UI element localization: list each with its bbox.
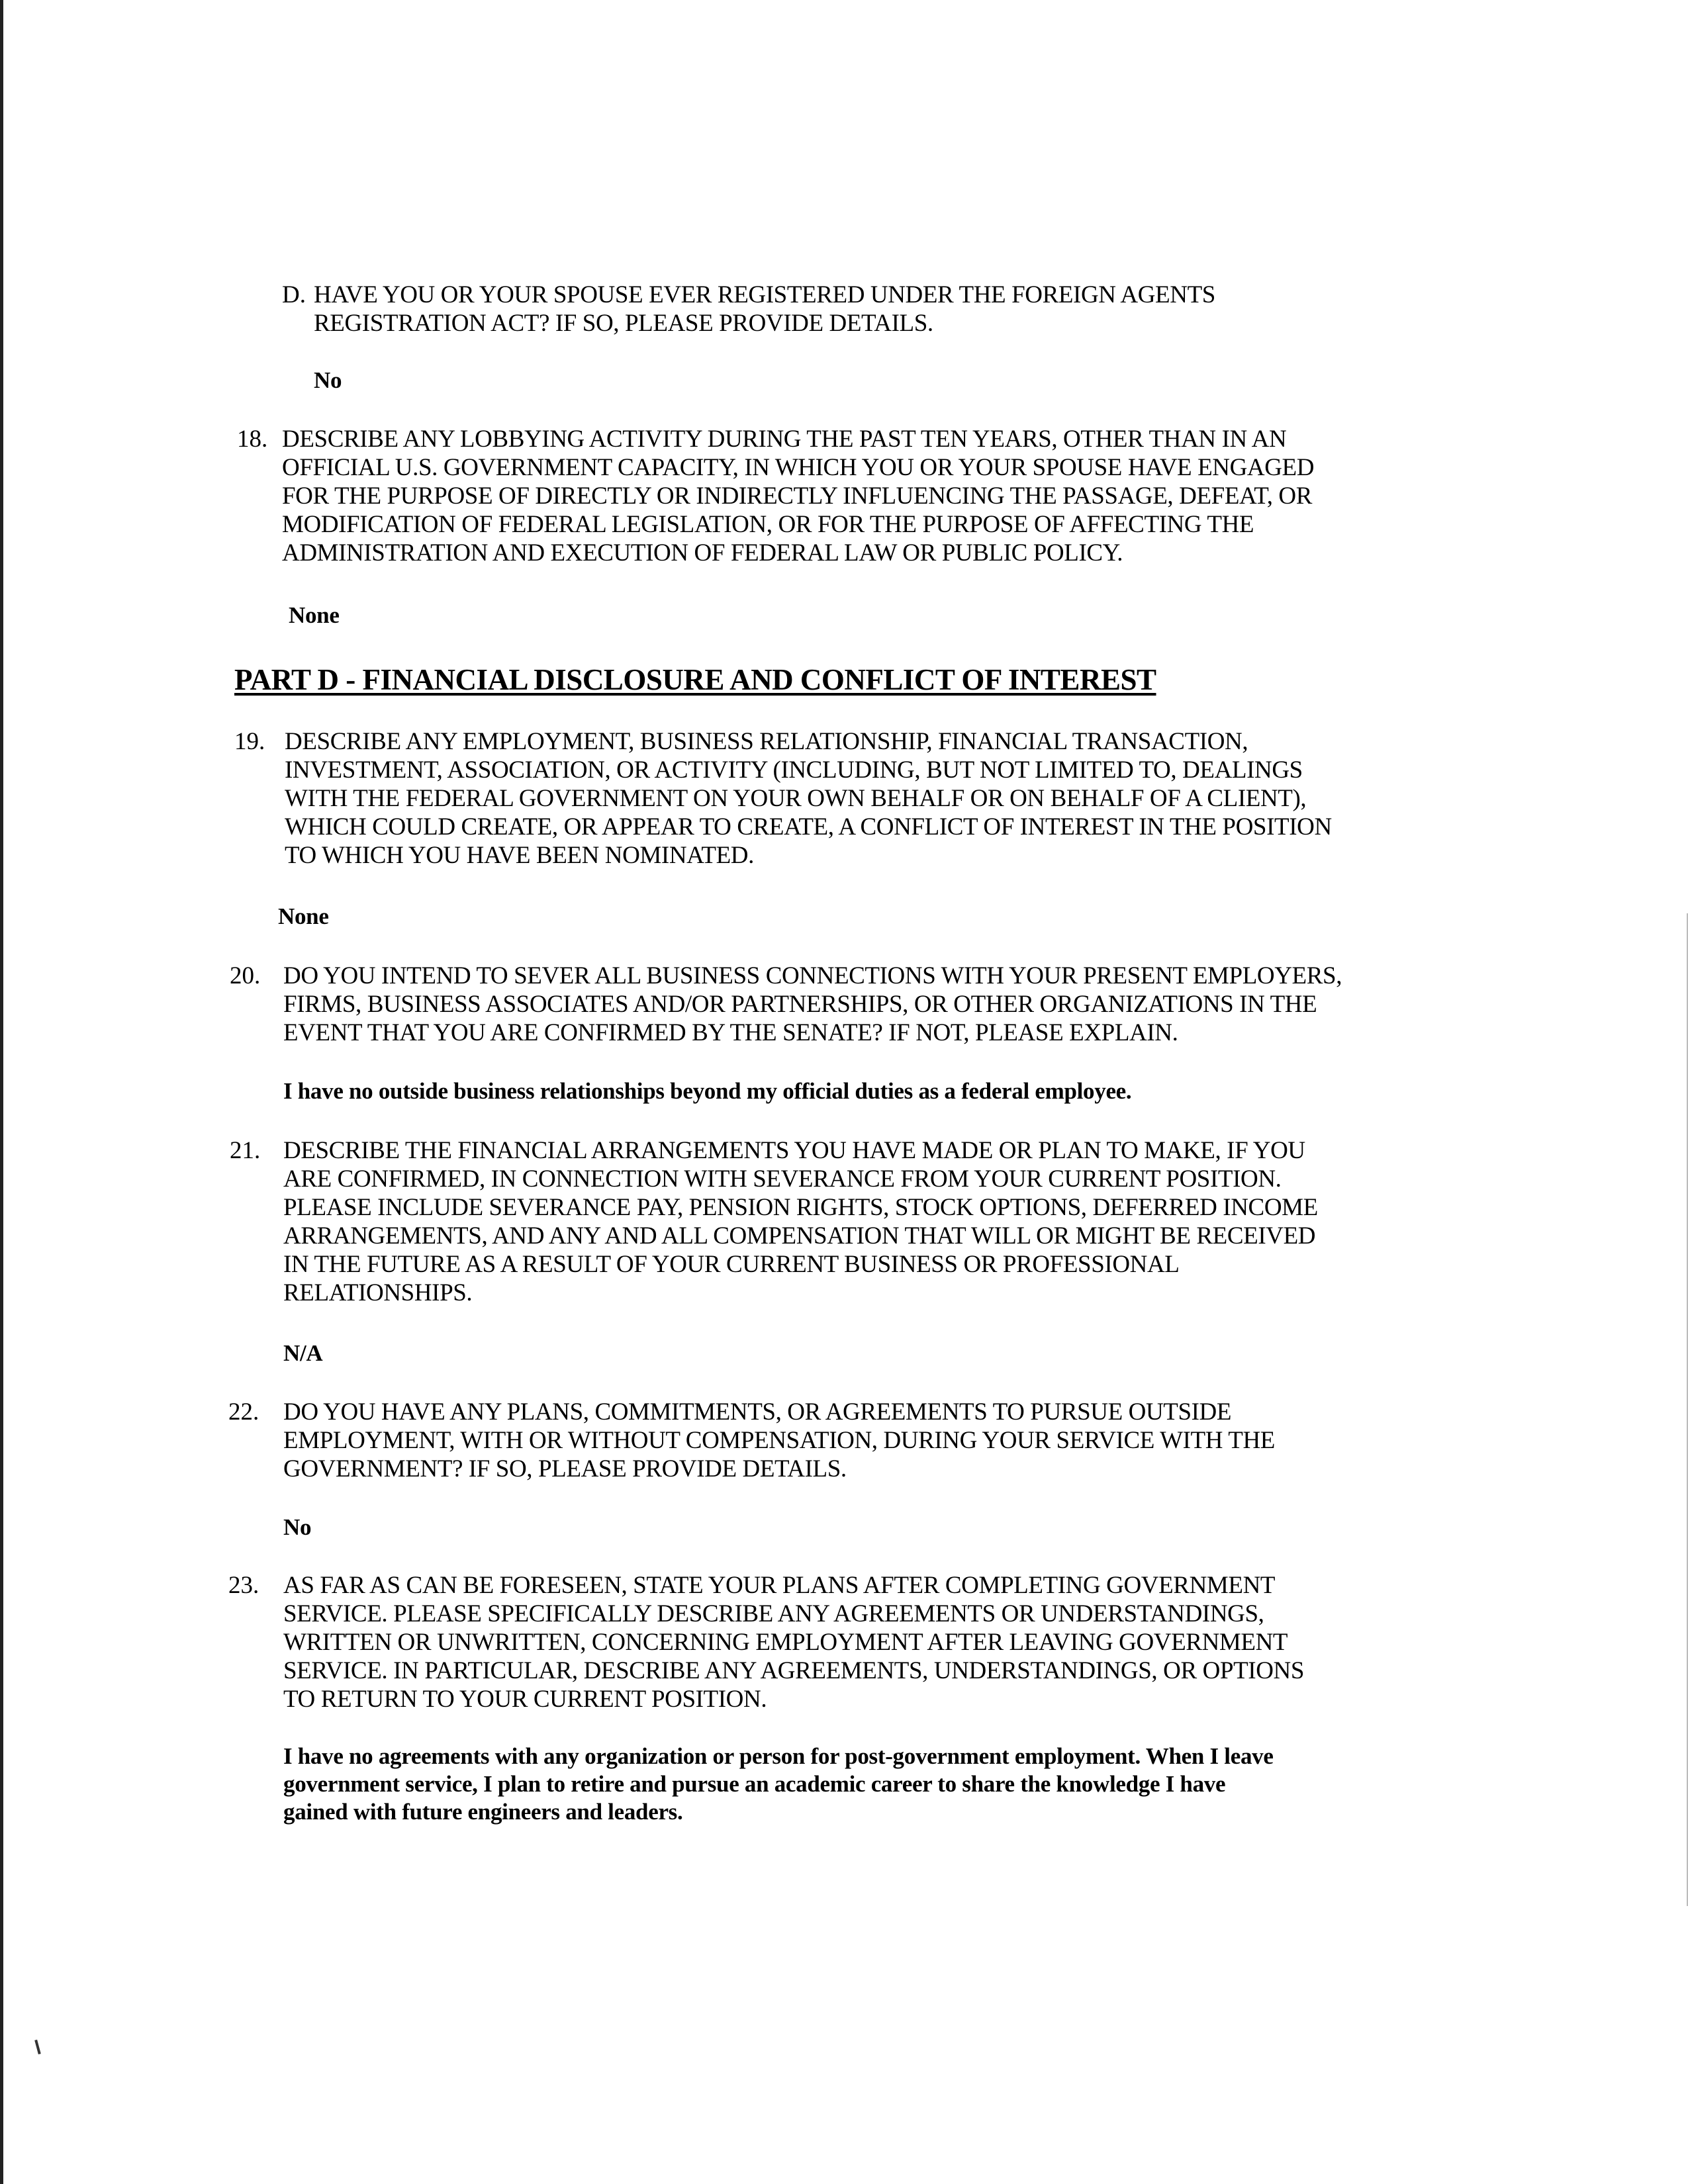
question-line: DESCRIBE ANY LOBBYING ACTIVITY DURING THE PAST TEN YEARS, OTHER THAN IN AN <box>282 426 1287 453</box>
question-line: ARRANGEMENTS, AND ANY AND ALL COMPENSATION THAT WILL OR MIGHT BE RECEIVED <box>283 1222 1316 1250</box>
answer-line: I have no outside business relationships beyond my official duties as a federal employee. <box>283 1078 1132 1104</box>
page-scan-edge <box>0 0 3 2184</box>
question-line: DO YOU HAVE ANY PLANS, COMMITMENTS, OR AGREEMENTS TO PURSUE OUTSIDE <box>283 1398 1232 1426</box>
question-19-text <box>285 727 1332 870</box>
answer-line: government service, I plan to retire and pursue an academic career to share the knowledge I have <box>283 1771 1226 1797</box>
question-21-text <box>283 1136 1318 1307</box>
question-line: EMPLOYMENT, WITH OR WITHOUT COMPENSATION, DURING YOUR SERVICE WITH THE <box>283 1427 1275 1454</box>
answer-line: N/A <box>283 1340 323 1366</box>
question-number: 20. <box>230 962 261 989</box>
question-line: DESCRIBE THE FINANCIAL ARRANGEMENTS YOU HAVE MADE OR PLAN TO MAKE, IF YOU <box>283 1137 1305 1164</box>
answer-18 <box>289 602 340 629</box>
answer-22 <box>283 1514 311 1541</box>
question-line: EVENT THAT YOU ARE CONFIRMED BY THE SENATE? IF NOT, PLEASE EXPLAIN. <box>283 1019 1178 1046</box>
question-line: MODIFICATION OF FEDERAL LEGISLATION, OR FOR THE PURPOSE OF AFFECTING THE <box>282 511 1254 538</box>
stray-scan-mark <box>34 2040 41 2054</box>
question-number: 18. <box>237 426 268 453</box>
section-heading: PART D - FINANCIAL DISCLOSURE AND CONFLICT OF INTEREST <box>234 663 1156 696</box>
question-22-text <box>283 1398 1275 1483</box>
question-d-text <box>314 281 1215 338</box>
question-line: GOVERNMENT? IF SO, PLEASE PROVIDE DETAILS. <box>283 1455 847 1482</box>
answer-20 <box>283 1077 1131 1105</box>
question-18-text <box>282 425 1314 567</box>
question-line: DESCRIBE ANY EMPLOYMENT, BUSINESS RELATIONSHIP, FINANCIAL TRANSACTION, <box>285 728 1248 755</box>
answer-19 <box>278 903 329 931</box>
question-number: 19. <box>234 728 265 755</box>
question-line: TO RETURN TO YOUR CURRENT POSITION. <box>283 1686 767 1713</box>
question-line: FOR THE PURPOSE OF DIRECTLY OR INDIRECTLY INFLUENCING THE PASSAGE, DEFEAT, OR <box>282 482 1312 510</box>
answer-d <box>314 367 342 394</box>
question-line: WHICH COULD CREATE, OR APPEAR TO CREATE, A CONFLICT OF INTEREST IN THE POSITION <box>285 813 1332 841</box>
answer-line: None <box>289 602 340 628</box>
question-line: REGISTRATION ACT? IF SO, PLEASE PROVIDE DETAILS. <box>314 310 933 337</box>
question-line: SERVICE. PLEASE SPECIFICALLY DESCRIBE ANY AGREEMENTS OR UNDERSTANDINGS, <box>283 1600 1264 1627</box>
question-line: ARE CONFIRMED, IN CONNECTION WITH SEVERANCE FROM YOUR CURRENT POSITION. <box>283 1165 1282 1193</box>
question-line: SERVICE. IN PARTICULAR, DESCRIBE ANY AGREEMENTS, UNDERSTANDINGS, OR OPTIONS <box>283 1657 1305 1684</box>
question-line: AS FAR AS CAN BE FORESEEN, STATE YOUR PLANS AFTER COMPLETING GOVERNMENT <box>283 1572 1276 1599</box>
question-23-text <box>283 1571 1304 1713</box>
answer-line: I have no agreements with any organization or person for post-government employment. When I leave <box>283 1743 1274 1769</box>
question-line: INVESTMENT, ASSOCIATION, OR ACTIVITY (INCLUDING, BUT NOT LIMITED TO, DEALINGS <box>285 756 1303 784</box>
answer-line: No <box>283 1514 312 1540</box>
answer-line: None <box>278 903 329 929</box>
question-line: HAVE YOU OR YOUR SPOUSE EVER REGISTERED UNDER THE FOREIGN AGENTS <box>314 281 1215 308</box>
question-line: PLEASE INCLUDE SEVERANCE PAY, PENSION RIGHTS, STOCK OPTIONS, DEFERRED INCOME <box>283 1194 1318 1221</box>
answer-line: gained with future engineers and leaders. <box>283 1799 683 1825</box>
question-number: 21. <box>230 1137 261 1164</box>
question-line: IN THE FUTURE AS A RESULT OF YOUR CURRENT BUSINESS OR PROFESSIONAL <box>283 1251 1180 1278</box>
answer-21 <box>283 1340 322 1367</box>
question-line: RELATIONSHIPS. <box>283 1279 473 1306</box>
question-number: 22. <box>228 1398 259 1426</box>
answer-line: No <box>314 367 342 393</box>
question-number: 23. <box>228 1572 259 1599</box>
question-line: TO WHICH YOU HAVE BEEN NOMINATED. <box>285 842 754 869</box>
question-line: WITH THE FEDERAL GOVERNMENT ON YOUR OWN BEHALF OR ON BEHALF OF A CLIENT), <box>285 785 1307 812</box>
question-line: ADMINISTRATION AND EXECUTION OF FEDERAL LAW OR PUBLIC POLICY. <box>282 539 1123 567</box>
answer-23 <box>283 1743 1274 1826</box>
question-number: D. <box>282 281 306 308</box>
question-line: OFFICIAL U.S. GOVERNMENT CAPACITY, IN WHICH YOU OR YOUR SPOUSE HAVE ENGAGED <box>282 454 1315 481</box>
question-line: FIRMS, BUSINESS ASSOCIATES AND/OR PARTNERSHIPS, OR OTHER ORGANIZATIONS IN THE <box>283 991 1317 1018</box>
question-20-text <box>283 962 1342 1047</box>
question-line: DO YOU INTEND TO SEVER ALL BUSINESS CONNECTIONS WITH YOUR PRESENT EMPLOYERS, <box>283 962 1342 989</box>
question-line: WRITTEN OR UNWRITTEN, CONCERNING EMPLOYMENT AFTER LEAVING GOVERNMENT <box>283 1629 1288 1656</box>
